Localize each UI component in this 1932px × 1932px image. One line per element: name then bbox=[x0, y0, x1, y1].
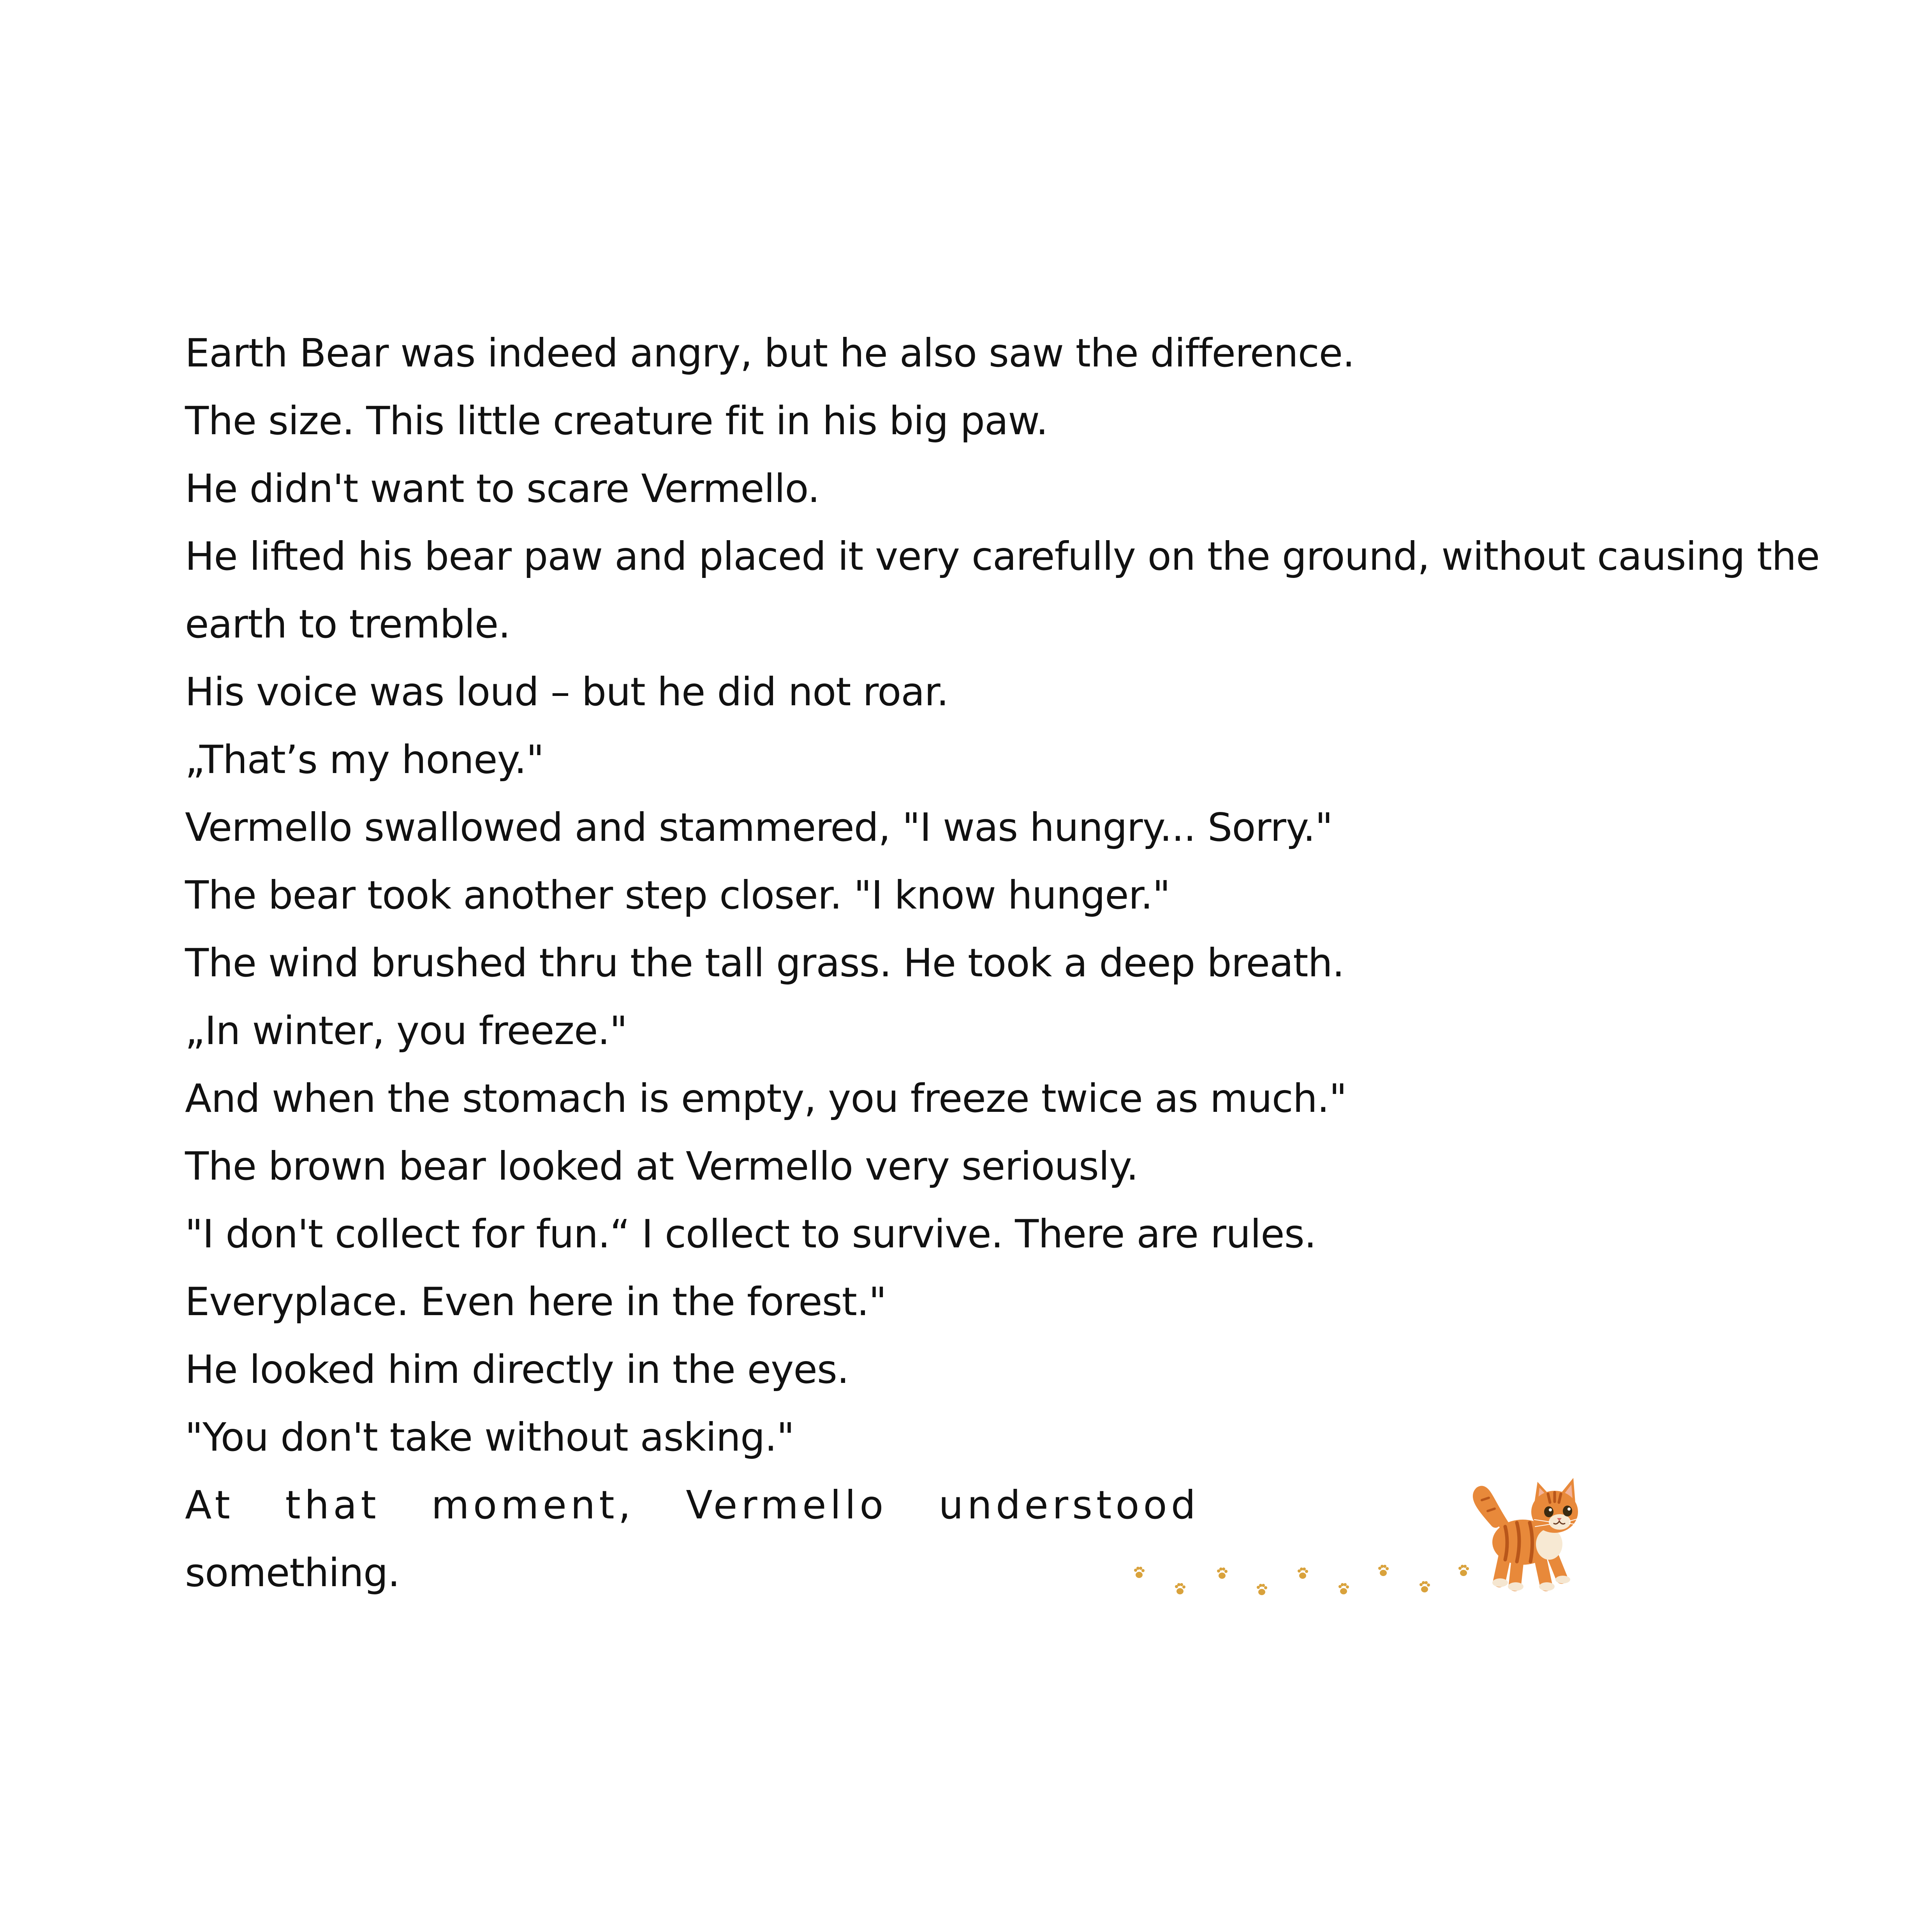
story-line: something. bbox=[185, 1550, 400, 1596]
story-line: He looked him directly in the eyes. bbox=[185, 1347, 849, 1392]
story-line: Everyplace. Even here in the forest." bbox=[185, 1279, 886, 1324]
story-line: He lifted his bear paw and placed it very carefully on the ground, without causing the bbox=[185, 534, 1820, 579]
story-line: The size. This little creature fit in his big paw. bbox=[185, 398, 1048, 444]
story-line: earth to tremble. bbox=[185, 601, 511, 647]
story-line: Earth Bear was indeed angry, but he also saw the difference. bbox=[185, 330, 1354, 376]
story-line: „In winter, you freeze." bbox=[185, 1008, 627, 1053]
story-line: The bear took another step closer. "I know hunger." bbox=[185, 872, 1170, 918]
story-line: The brown bear looked at Vermello very seriously. bbox=[185, 1143, 1138, 1189]
story-text bbox=[185, 319, 1821, 1607]
paw-prints-icon bbox=[1134, 1565, 1469, 1595]
story-line: "You don't take without asking." bbox=[185, 1414, 794, 1460]
story-line: His voice was loud – but he did not roar. bbox=[185, 669, 949, 715]
story-line: And when the stomach is empty, you freeze twice as much." bbox=[185, 1076, 1347, 1121]
story-line: He didn't want to scare Vermello. bbox=[185, 466, 820, 511]
story-line: "I don't collect for fun.“ I collect to survive. There are rules. bbox=[185, 1211, 1316, 1257]
story-line: Vermello swallowed and stammered, "I was hungry... Sorry." bbox=[185, 805, 1333, 850]
story-line: At that moment, Vermello understood bbox=[185, 1482, 1200, 1528]
kitten-illustration bbox=[1122, 1476, 1581, 1604]
story-line: The wind brushed thru the tall grass. He took a deep breath. bbox=[185, 940, 1344, 986]
story-line: „That’s my honey." bbox=[185, 737, 544, 782]
orange-tabby-kitten-icon bbox=[1478, 1478, 1580, 1591]
